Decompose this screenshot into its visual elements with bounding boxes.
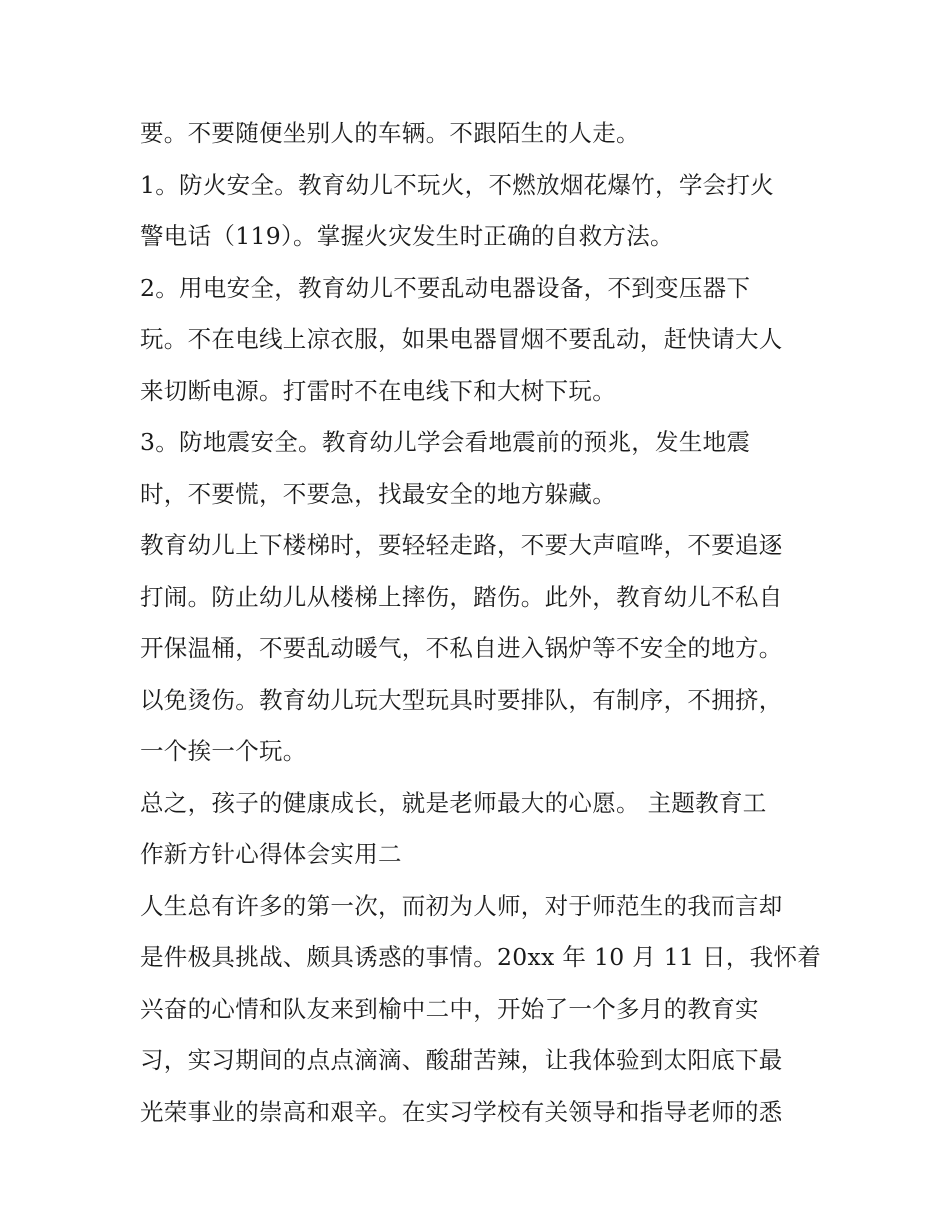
text-line: 开保温桶，不要乱动暖气，不私自进入锅炉等不安全的地方。 [140,634,783,662]
text-line: 总之，孩子的健康成长，就是老师最大的心愿。 主题教育工 [140,788,767,817]
text-line: 来切断电源。打雷时不在电线下和大树下玩。 [140,376,616,405]
text-line: 要。不要随便坐别人的车辆。不跟陌生的人走。 [140,119,640,147]
text-line: 以免烫伤。教育幼儿玩大型玩具时要排队，有制序，不拥挤， [140,685,783,714]
text-line: 警电话（119）。掌握火灾发生时正确的自救方法。 [140,222,674,250]
text-line: 光荣事业的崇高和艰辛。在实习学校有关领导和指导老师的悉 [140,1097,783,1126]
document-text-body [140,108,820,1138]
text-line: 是件极具挑战、颇具诱惑的事情。20xx 年 10 月 11 日，我怀着 [140,943,822,971]
text-line: 3。防地震安全。教育幼儿学会看地震前的预兆，发生地震 [140,428,751,456]
text-line: 时，不要慌，不要急，找最安全的地方躲藏。 [140,479,616,508]
text-line: 教育幼儿上下楼梯时，要轻轻走路，不要大声喧哗，不要追逐 [140,531,783,559]
text-line: 兴奋的心情和队友来到榆中二中，开始了一个多月的教育实 [140,994,759,1023]
text-line: 习，实习期间的点点滴滴、酸甜苦辣，让我体验到太阳底下最 [140,1046,783,1074]
text-line: 2。用电安全，教育幼儿不要乱动电器设备，不到变压器下 [140,273,751,302]
text-line: 作新方针心得体会实用二 [140,840,402,868]
text-line: 人生总有许多的第一次，而初为人师，对于师范生的我而言却 [140,891,783,920]
text-line: 1。防火安全。教育幼儿不玩火，不燃放烟花爆竹，学会打火 [140,170,775,199]
text-line: 玩。不在电线上凉衣服，如果电器冒烟不要乱动，赶快请大人 [140,325,783,353]
text-line: 一个挨一个玩。 [140,737,307,765]
text-line: 打闹。防止幼儿从楼梯上摔伤，踏伤。此外，教育幼儿不私自 [140,582,783,611]
